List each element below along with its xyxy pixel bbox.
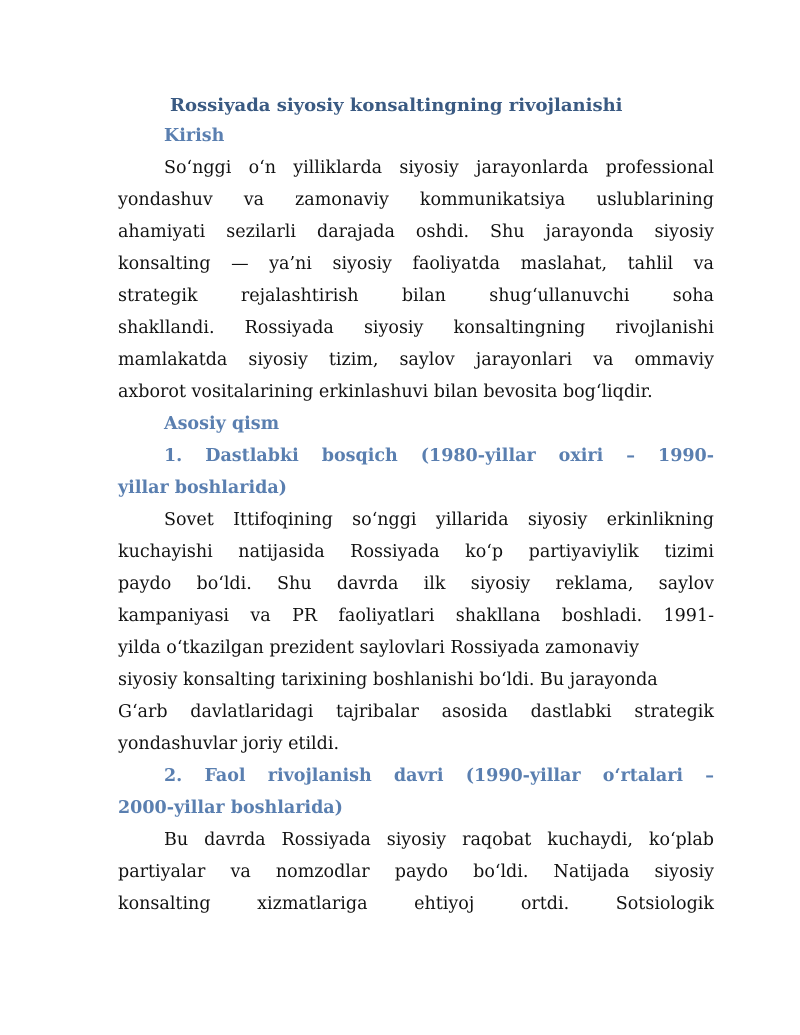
paragraph-dastlabki-bosqich xyxy=(118,504,714,760)
text-line: mamlakatda siyosiy tizim, saylov jarayonlari va ommaviy xyxy=(118,350,714,370)
text-line: axborot vositalarining erkinlashuvi bilan bevosita bog‘liqdir. xyxy=(118,382,653,402)
text-line: So‘nggi o‘n yilliklarda siyosiy jarayonlarda professional xyxy=(164,158,714,178)
paragraph-kirish xyxy=(118,152,714,408)
text-line: konsalting xizmatlariga ehtiyoj ortdi. Sotsiologik xyxy=(118,894,714,914)
text-line: ahamiyati sezilarli darajada oshdi. Shu jarayonda siyosiy xyxy=(118,222,714,242)
text-line: G‘arb davlatlaridagi tajribalar asosida dastlabki strategik xyxy=(118,702,714,722)
paragraph-faol-rivojlanish xyxy=(118,824,714,920)
text-line: yondashuv va zamonaviy kommunikatsiya uslublarining xyxy=(118,190,714,210)
text-line: paydo bo‘ldi. Shu davrda ilk siyosiy reklama, saylov xyxy=(118,574,714,594)
text-line: kuchayishi natijasida Rossiyada ko‘p partiyaviylik tizimi xyxy=(118,542,714,562)
text-line: konsalting — ya’ni siyosiy faoliyatda maslahat, tahlil va xyxy=(118,254,714,274)
text-line: Sovet Ittifoqining so‘nggi yillarida siyosiy erkinlikning xyxy=(164,510,714,530)
text-line: kampaniyasi va PR faoliyatlari shakllana boshladi. 1991- xyxy=(118,606,714,626)
text-line: yondashuvlar joriy etildi. xyxy=(118,734,340,754)
text-line: siyosiy konsalting tarixining boshlanishi bo‘ldi. Bu jarayonda xyxy=(118,670,658,690)
text-line: partiyalar va nomzodlar paydo bo‘ldi. Natijada siyosiy xyxy=(118,862,714,882)
heading-line: 2000-yillar boshlarida) xyxy=(118,798,343,818)
heading-line: 1. Dastlabki bosqich (1980-yillar oxiri – 1990- xyxy=(164,446,714,466)
document-title: Rossiyada siyosiy konsaltingning rivojlanishi xyxy=(170,95,623,116)
text-line: strategik rejalashtirish bilan shug‘ullanuvchi soha xyxy=(118,286,714,306)
text-line: shakllandi. Rossiyada siyosiy konsaltingning rivojlanishi xyxy=(118,318,714,338)
heading-line: yillar boshlarida) xyxy=(118,478,287,498)
section-heading-faol-rivojlanish xyxy=(118,760,714,824)
section-heading-asosiy-qism: Asosiy qism xyxy=(164,414,280,434)
section-heading-dastlabki-bosqich xyxy=(118,440,714,504)
text-line: yilda o‘tkazilgan prezident saylovlari Rossiyada zamonaviy xyxy=(118,638,640,658)
text-line: Bu davrda Rossiyada siyosiy raqobat kuchaydi, ko‘plab xyxy=(164,830,714,850)
section-heading-kirish: Kirish xyxy=(164,126,225,146)
document-page xyxy=(118,92,714,920)
heading-line: 2. Faol rivojlanish davri (1990-yillar o‘rtalari – xyxy=(164,766,714,786)
